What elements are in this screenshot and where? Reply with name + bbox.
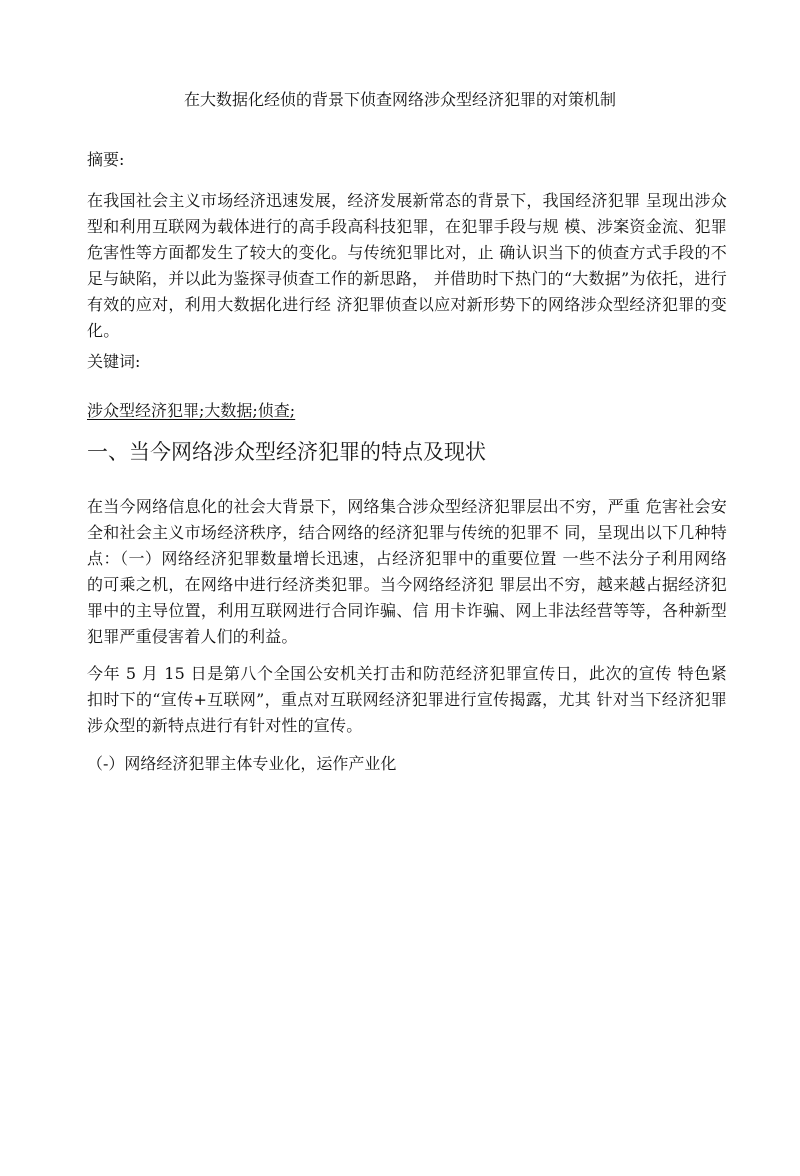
section-paragraph-2: 今年 5 月 15 日是第八个全国公安机关打击和防范经济犯罪宣传日，此次的宣传 特色紧扣时下的“宣传+互联网”，重点对互联网经济犯罪进行宣传揭露，尤其 针对当下经济犯罪涉众型的新特点进行有针对性的宣传。 <box>87 664 727 735</box>
document-title: 在大数据化经侦的背景下侦查网络涉众型经济犯罪的对策机制 <box>183 90 616 109</box>
section-heading: 一、当今网络涉众型经济犯罪的特点及现状 <box>87 440 486 464</box>
keywords-list: 涉众型经济犯罪;大数据;侦查; <box>87 401 296 420</box>
keywords-label: 关键词: <box>87 352 141 371</box>
subsection-heading: （-）网络经济犯罪主体专业化，运作产业化 <box>87 754 397 773</box>
section-paragraph-1: 在当今网络信息化的社会大背景下，网络集合涉众型经济犯罪层出不穷，严重 危害社会安全和社会主义市场经济秩序，结合网络的经济犯罪与传统的犯罪不 同，呈现出以下几种特点：（一）网络经济犯罪数量增长迅速，占经济犯罪中的重要位置 一些不法分子利用网络的可乘之机，在网络中进行经济类犯罪。当今网络经济犯 罪层出不穷，越来越占据经济犯罪中的主导位置，利用互联网进行合同诈骗、信 用卡诈骗、网上非法经营等等，各种新型犯罪严重侵害着人们的利益。 <box>87 497 727 646</box>
abstract-paragraph: 在我国社会主义市场经济迅速发展，经济发展新常态的背景下，我国经济犯罪 呈现出涉众型和利用互联网为载体进行的高手段高科技犯罪，在犯罪手段与规 模、涉案资金流、犯罪危害性等方面都发生了较大的变化。与传统犯罪比对，止 确认识当下的侦查方式手段的不足与缺陷，并以此为鉴探寻侦查工作的新思路， 并借助时下热门的“大数据”为依托，进行有效的应对，利用大数据化进行经 济犯罪侦查以应对新形势下的网络涉众型经济犯罪的变化。 <box>87 191 727 340</box>
abstract-label: 摘要: <box>87 150 125 169</box>
